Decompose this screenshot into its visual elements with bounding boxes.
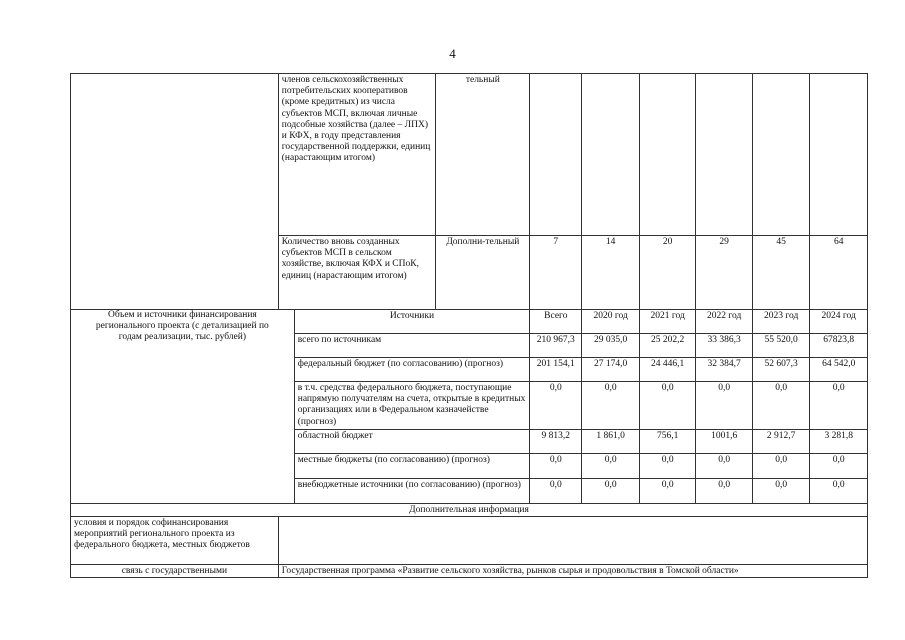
cofinancing-value [278, 517, 867, 565]
source-value: 1001,6 [696, 430, 752, 454]
indicator-value [752, 74, 810, 236]
source-name: местные бюджеты (по согласованию) (прогноз) [294, 454, 529, 479]
indicator-name: членов сельскохозяйственных потребительских кооперативов (кроме кредитных) из числа субъектов МСП, включая личные подсобные хозяйства (далее – ЛПХ) и КФХ, в году представления государственной поддержки, единиц (нарастающим итогом) [278, 74, 436, 236]
source-value: 0,0 [582, 479, 640, 504]
source-value: 29 035,0 [582, 334, 640, 358]
source-value: 1 861,0 [582, 430, 640, 454]
column-header: 2023 год [752, 310, 810, 334]
source-value: 0,0 [752, 454, 810, 479]
indicator-value: 45 [752, 236, 810, 310]
indicator-empty-cell [71, 74, 279, 310]
indicator-value: 14 [582, 236, 640, 310]
page-number: 4 [449, 46, 456, 61]
source-value: 201 154,1 [530, 358, 582, 382]
column-header: Всего [530, 310, 582, 334]
indicator-value [810, 74, 868, 236]
indicator-value: 64 [810, 236, 868, 310]
indicator-row [71, 74, 868, 236]
source-value: 25 202,2 [639, 334, 695, 358]
indicator-value [530, 74, 582, 236]
source-value: 0,0 [752, 479, 810, 504]
source-value: 0,0 [810, 479, 868, 504]
source-value: 756,1 [639, 430, 695, 454]
source-value: 55 520,0 [752, 334, 810, 358]
column-header: 2024 год [810, 310, 868, 334]
indicator-name: Количество вновь созданных субъектов МСП в сельском хозяйстве, включая КФХ и СПоК, единиц (нарастающим итогом) [278, 236, 436, 310]
indicator-value [696, 74, 752, 236]
source-value: 0,0 [752, 382, 810, 430]
source-value: 0,0 [696, 382, 752, 430]
source-name: в т.ч. средства федерального бюджета, поступающие напрямую получателям на счета, открытые в кредитных организациях или в Федеральном казначействе (прогноз) [294, 382, 529, 430]
source-value: 0,0 [530, 479, 582, 504]
source-value: 0,0 [530, 454, 582, 479]
link-value: Государственная программа «Развитие сельского хозяйства, рынков сырья и продовольствия в Томской области» [278, 565, 867, 578]
source-value: 9 813,2 [530, 430, 582, 454]
source-value: 0,0 [696, 454, 752, 479]
additional-info-header-row [71, 504, 868, 517]
financing-label: Объем и источники финансирования регионального проекта (с детализацией по годам реализации, тыс. рублей) [71, 310, 295, 504]
source-value: 0,0 [696, 479, 752, 504]
source-value: 0,0 [582, 382, 640, 430]
column-header: 2020 год [582, 310, 640, 334]
source-value: 32 384,7 [696, 358, 752, 382]
column-header: 2022 год [696, 310, 752, 334]
source-value: 0,0 [530, 382, 582, 430]
source-name: всего по источникам [294, 334, 529, 358]
source-value: 2 912,7 [752, 430, 810, 454]
source-value: 0,0 [639, 479, 695, 504]
source-value: 0,0 [582, 454, 640, 479]
indicator-value: 29 [696, 236, 752, 310]
additional-info-header: Дополнительная информация [71, 504, 868, 517]
cofinancing-row [71, 517, 868, 565]
financing-header-row [71, 310, 868, 334]
source-name: областной бюджет [294, 430, 529, 454]
source-value: 52 607,3 [752, 358, 810, 382]
source-value: 3 281,8 [810, 430, 868, 454]
indicator-value [639, 74, 695, 236]
link-label: связь с государственными [71, 565, 279, 578]
source-value: 210 967,3 [530, 334, 582, 358]
link-row [71, 565, 868, 578]
source-value: 67823,8 [810, 334, 868, 358]
source-value: 0,0 [810, 382, 868, 430]
indicator-type: тельный [436, 74, 530, 236]
sources-header: Источники [294, 310, 529, 334]
indicator-value [582, 74, 640, 236]
column-header: 2021 год [639, 310, 695, 334]
source-value: 64 542,0 [810, 358, 868, 382]
source-value: 0,0 [810, 454, 868, 479]
source-value: 0,0 [639, 454, 695, 479]
source-value: 27 174,0 [582, 358, 640, 382]
source-value: 0,0 [639, 382, 695, 430]
indicator-value: 7 [530, 236, 582, 310]
passport-table [70, 73, 868, 578]
indicator-value: 20 [639, 236, 695, 310]
source-value: 24 446,1 [639, 358, 695, 382]
source-name: федеральный бюджет (по согласованию) (прогноз) [294, 358, 529, 382]
source-name: внебюджетные источники (по согласованию) (прогноз) [294, 479, 529, 504]
indicator-type: Дополни-тельный [436, 236, 530, 310]
source-value: 33 386,3 [696, 334, 752, 358]
cofinancing-label: условия и порядок софинансирования мероприятий регионального проекта из федерального бюджета, местных бюджетов [71, 517, 279, 565]
